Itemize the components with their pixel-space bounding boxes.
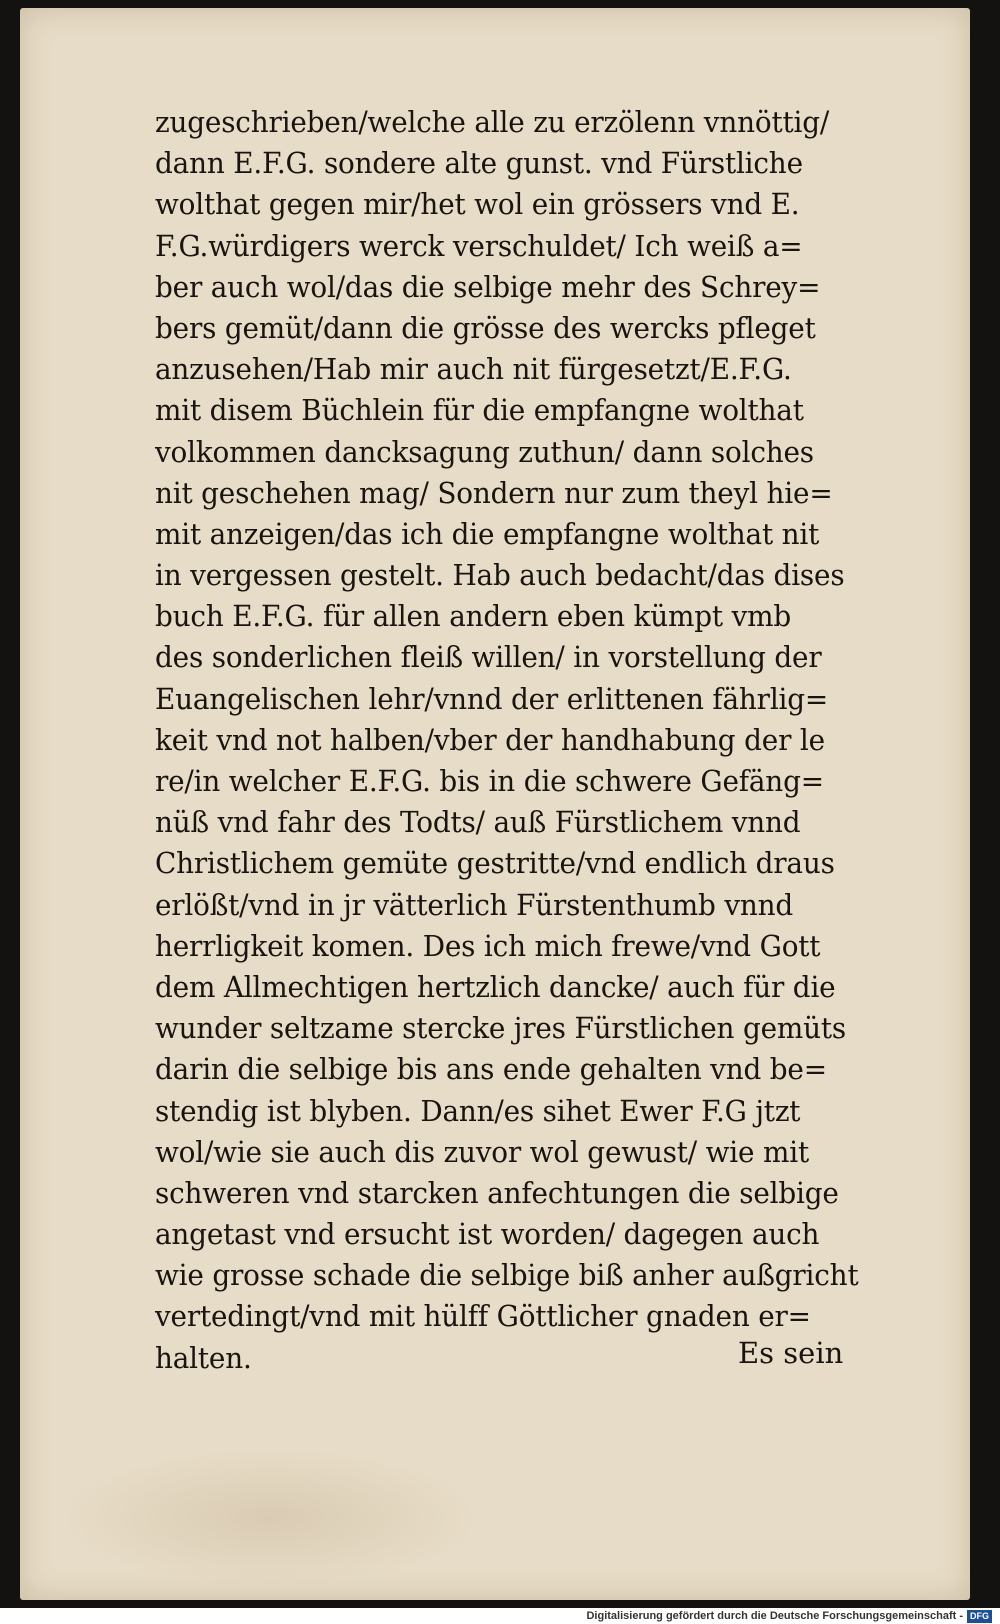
- text-line: buch E.F.G. für allen andern eben kümpt vmb: [155, 599, 792, 634]
- text-line: dem Allmechtigen hertzlich dancke/ auch für die: [155, 969, 836, 1004]
- text-line: keit vnd not halben/vber der handhabung der le: [155, 722, 825, 757]
- text-line: wol/wie sie auch dis zuvor wol gewust/ wie mit: [155, 1134, 809, 1169]
- text-line: wolthat gegen mir/het wol ein grössers vnd E.: [155, 187, 800, 222]
- catchword: Es sein: [738, 1336, 844, 1370]
- text-line: ber auch wol/das die selbige mehr des Schrey=: [155, 269, 821, 304]
- text-line: bers gemüt/dann die grösse des wercks pfleget: [155, 310, 816, 345]
- text-line: Christlichem gemüte gestritte/vnd endlich draus: [155, 846, 835, 881]
- dfg-logo: DFG: [967, 1610, 992, 1623]
- text-line: wunder seltzame stercke jres Fürstlichen gemüts: [155, 1011, 847, 1046]
- text-line: re/in welcher E.F.G. bis in die schwere Gefäng=: [155, 764, 824, 798]
- text-line: erlößt/vnd in jr vätterlich Fürstenthumb vnnd: [155, 887, 794, 922]
- funding-credit: [586, 1609, 992, 1623]
- text-line: zugeschrieben/welche alle zu erzölenn vnnöttig/: [155, 105, 830, 139]
- text-line: des sonderlichen fleiß willen/ in vorstellung der: [155, 640, 822, 675]
- text-line: dann E.F.G. sondere alte gunst. vnd Fürstliche: [155, 146, 803, 181]
- text-line: herrligkeit komen. Des ich mich frewe/vnd Gott: [155, 928, 821, 963]
- text-line: F.G.würdigers werck verschuldet/ Ich weiß a=: [155, 228, 803, 263]
- text-line: mit anzeigen/das ich die empfangne wolthat nit: [155, 516, 820, 551]
- text-line: anzusehen/Hab mir auch nit fürgesetzt/E.F.G.: [155, 352, 792, 387]
- text-line: nit geschehen mag/ Sondern nur zum theyl hie=: [155, 475, 833, 510]
- text-line: mit disem Büchlein für die empfangne wolthat: [155, 393, 804, 428]
- body-text: [155, 102, 915, 1379]
- text-line: Euangelischen lehr/vnnd der erlittenen fährlig=: [155, 681, 829, 716]
- text-line: wie grosse schade die selbige biß anher außgricht: [155, 1258, 859, 1293]
- text-line: stendig ist blyben. Dann/es sihet Ewer F.G jtzt: [155, 1093, 801, 1128]
- text-line: nüß vnd fahr des Todts/ auß Fürstlichem vnnd: [155, 805, 801, 840]
- text-line: halten.: [155, 1340, 252, 1375]
- text-line: vertedingt/vnd mit hülff Göttlicher gnaden er=: [155, 1299, 811, 1334]
- text-line: angetast vnd ersucht ist worden/ dagegen auch: [155, 1217, 820, 1252]
- text-line: volkommen dancksagung zuthun/ dann solches: [155, 434, 814, 469]
- funding-credit-text: Digitalisierung gefördert durch die Deutsche Forschungsgemeinschaft -: [586, 1610, 963, 1622]
- paper-stain: [60, 1448, 480, 1588]
- text-line: darin die selbige bis ans ende gehalten vnd be=: [155, 1052, 827, 1087]
- text-line: schweren vnd starcken anfechtungen die selbige: [155, 1175, 839, 1210]
- text-line: in vergessen gestelt. Hab auch bedacht/das dises: [155, 558, 845, 593]
